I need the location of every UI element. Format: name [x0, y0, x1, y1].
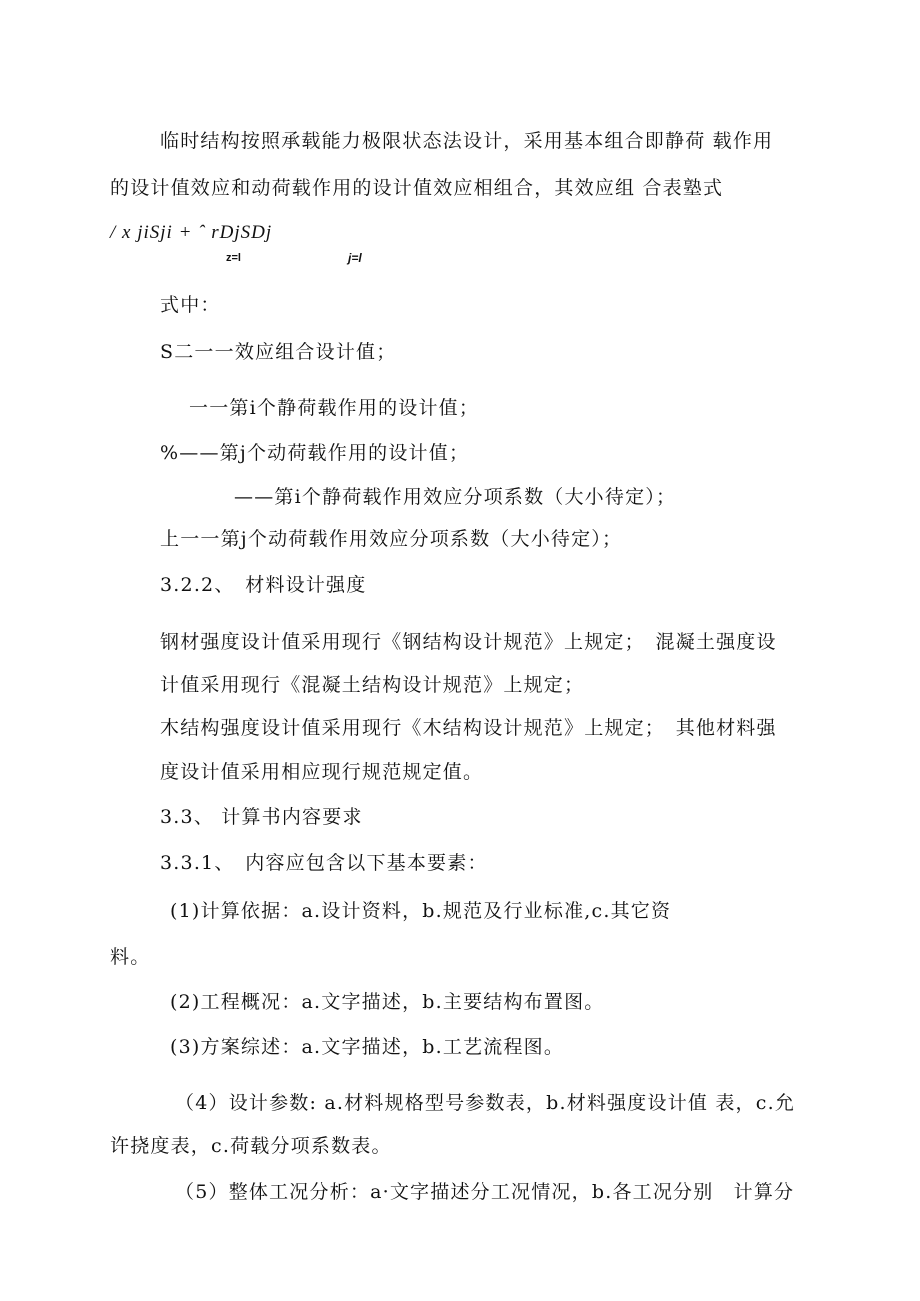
formula-subscript-right: j=l — [348, 251, 362, 265]
definition-line: %——第j个动荷载作用的设计值； — [160, 442, 470, 464]
definition-line: S二一一效应组合设计值； — [160, 341, 397, 363]
list-item-continuation: 料。 — [110, 946, 151, 968]
definition-line: 上一一第j个动荷载作用效应分项系数（大小待定）； — [160, 528, 623, 550]
list-item: （5）整体工况分析：a·文字描述分工况情况，b.各工况分别 计算分 — [175, 1181, 795, 1203]
paragraph-line: 临时结构按照承载能力极限状态法设计，采用基本组合即静荷 载作用 — [160, 130, 774, 152]
list-item: （4）设计参数: a.材料规格型号参数表，b.材料强度设计值 表，c.允 — [175, 1092, 796, 1114]
paragraph-line: 度设计值采用相应现行规范规定值。 — [160, 761, 484, 783]
definition-line: ——第i个静荷载作用效应分项系数（大小待定）； — [234, 486, 677, 508]
paragraph-line: 木结构强度设计值采用现行《木结构设计规范》上规定； 其他材料强 — [160, 717, 777, 739]
definitions-intro: 式中： — [160, 294, 221, 316]
paragraph-line: 计值采用现行《混凝土结构设计规范》上规定； — [160, 674, 585, 696]
definition-line: 一一第i个静荷载作用的设计值； — [189, 397, 480, 419]
formula-subscript-left: z=l — [226, 252, 241, 264]
list-item: (3)方案综述：a.文字描述，b.工艺流程图。 — [170, 1036, 565, 1058]
list-item: (1)计算依据：a.设计资料，b.规范及行业标准,c.其它资 — [170, 900, 672, 922]
list-item: (2)工程概况：a.文字描述，b.主要结构布置图。 — [170, 991, 605, 1013]
list-item-continuation: 许挠度表，c.荷载分项系数表。 — [110, 1135, 392, 1157]
section-heading: 3.3.1、 内容应包含以下基本要素： — [160, 852, 488, 874]
paragraph-line: 的设计值效应和动荷载作用的设计值效应相组合，其效应组 合表塾式 — [110, 177, 724, 199]
section-heading: 3.3、 计算书内容要求 — [160, 806, 363, 828]
paragraph-line: 钢材强度设计值采用现行《钢结构设计规范》上规定； 混凝土强度设 — [160, 631, 777, 653]
formula: / x jiSji + ˆ rDjSDj — [110, 222, 273, 243]
section-heading: 3.2.2、 材料设计强度 — [160, 574, 367, 596]
